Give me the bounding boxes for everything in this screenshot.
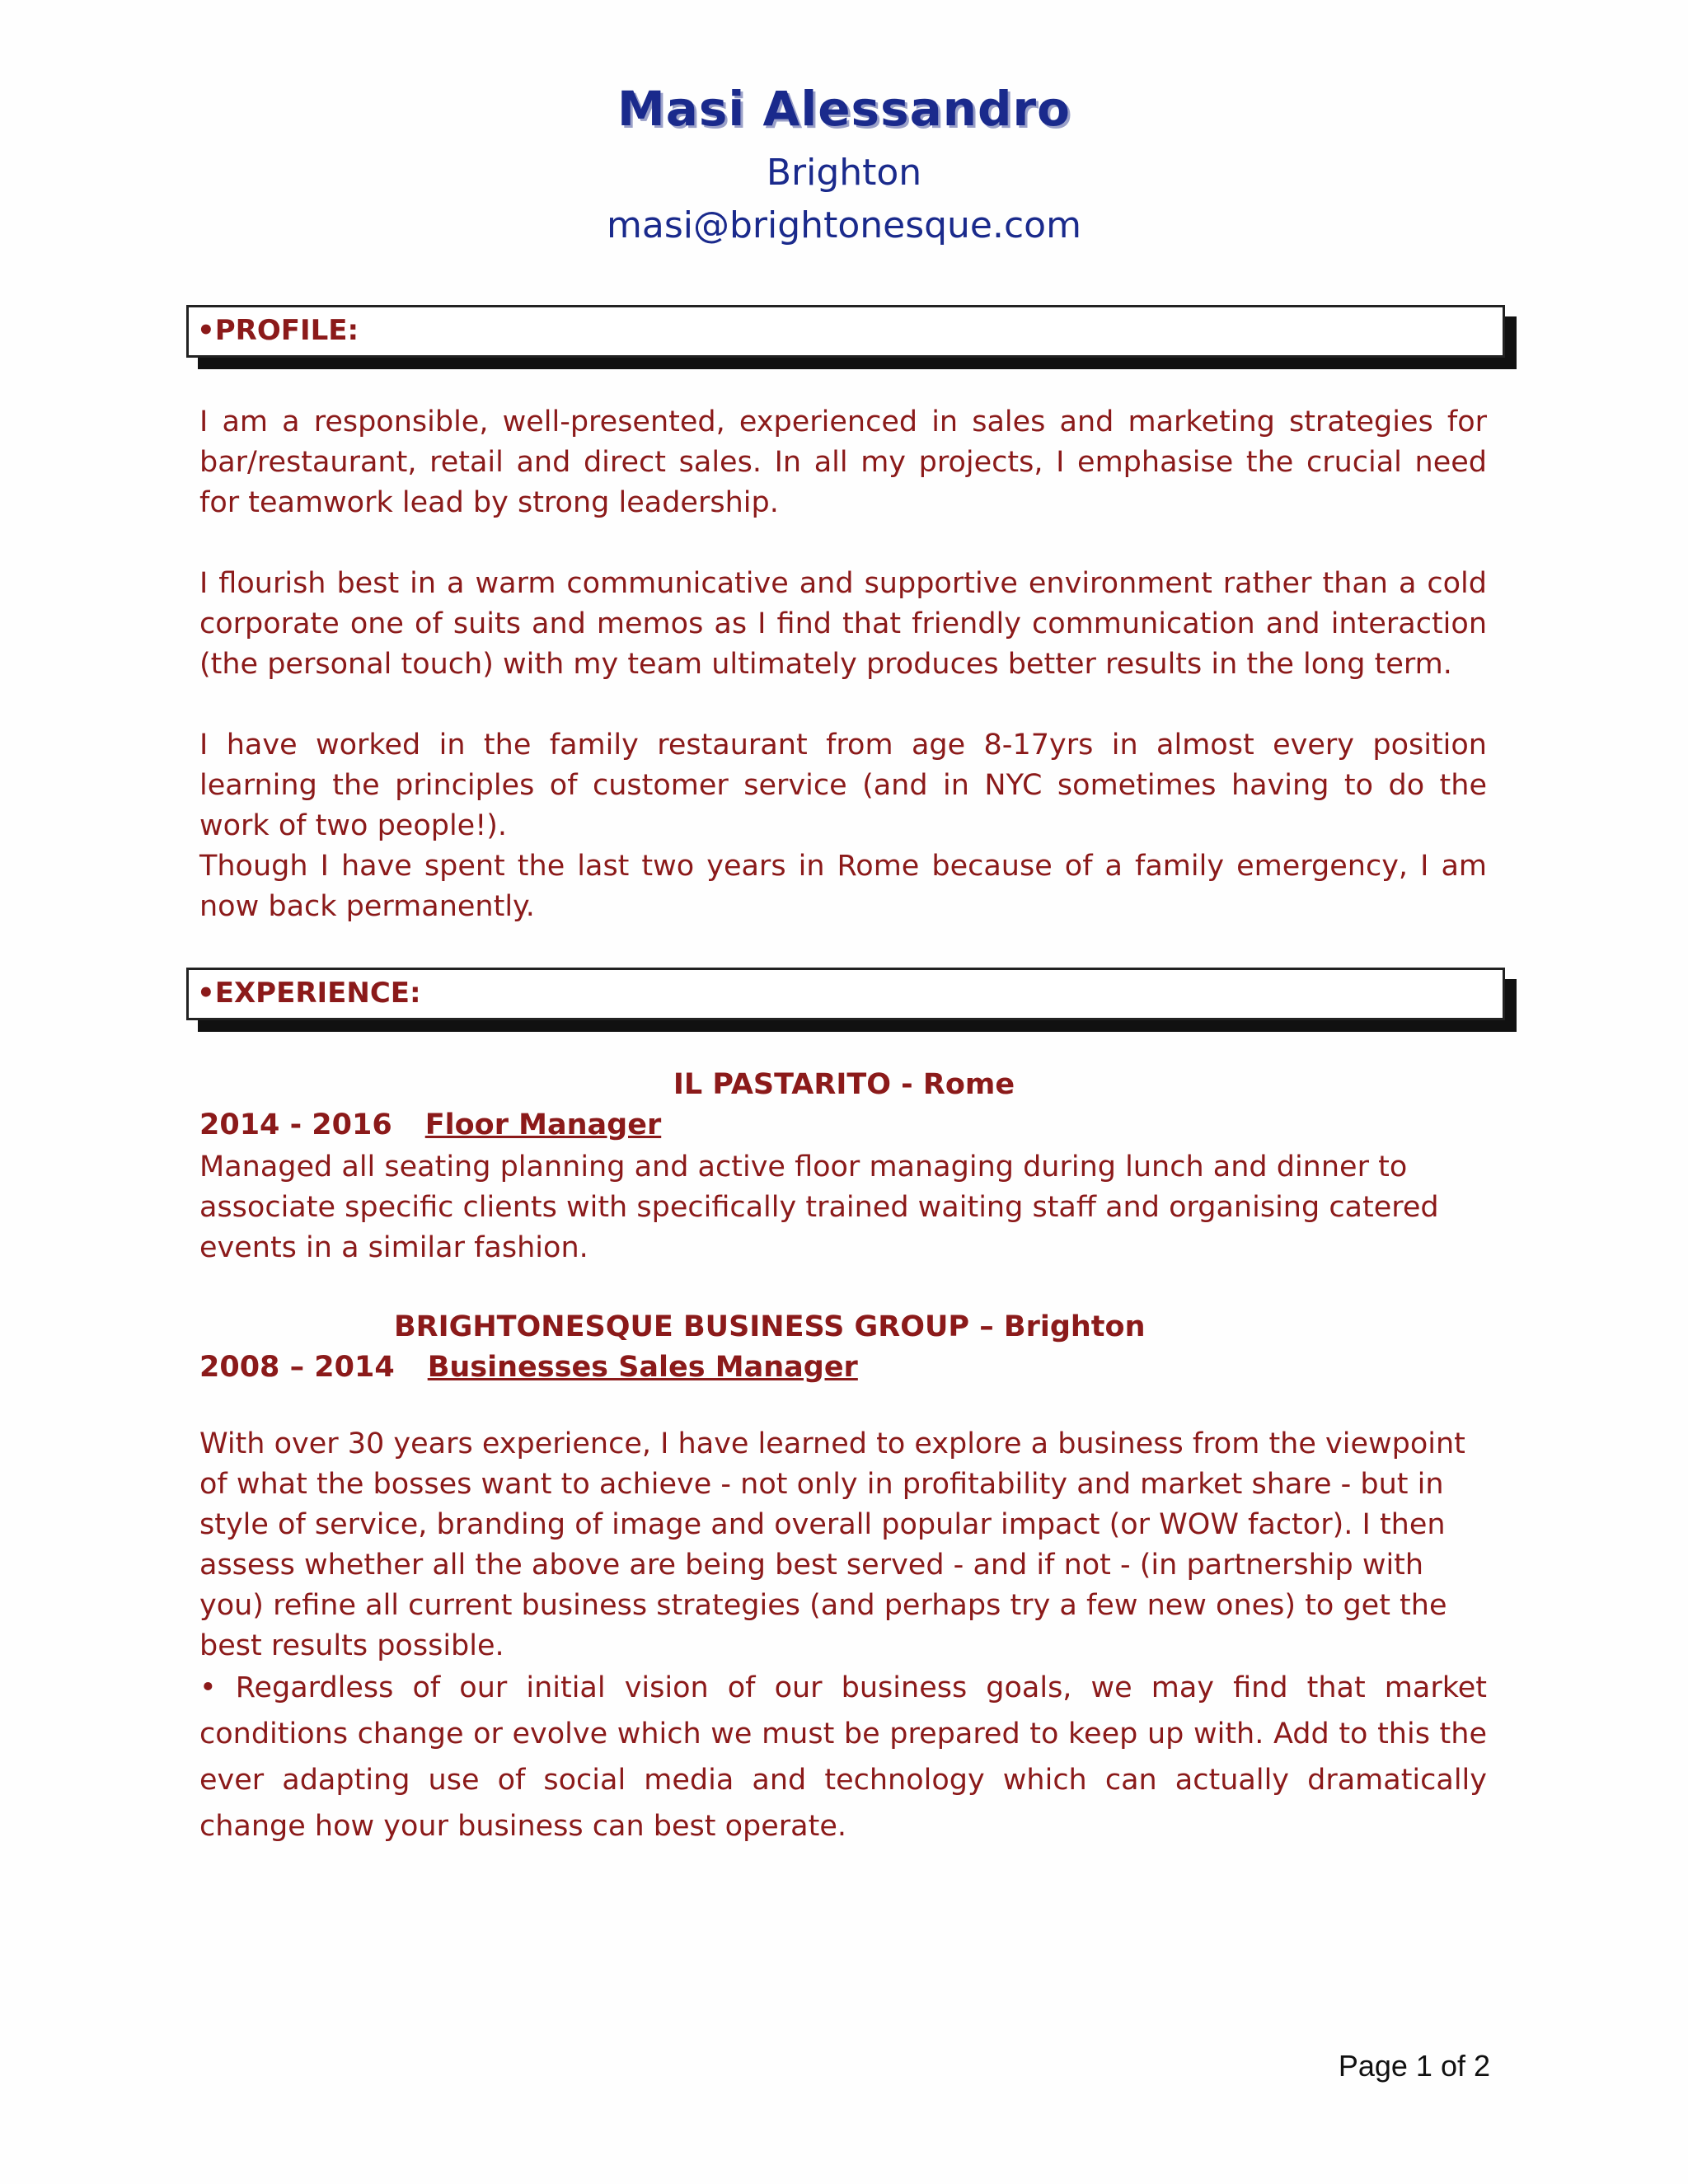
- job1-row: [199, 1108, 661, 1141]
- job1-title: Floor Manager: [424, 1108, 662, 1141]
- page-number: Page 1 of 2: [1338, 2049, 1490, 2083]
- job1-description: Managed all seating planning and active floor managing during lunch and dinner to associate specific clients with specifically trained waiting staff and organising catered events in a similar fashion.: [199, 1151, 1439, 1264]
- job2-company: BRIGHTONESQUE BUSINESS GROUP – Brighton: [394, 1310, 1146, 1343]
- job2-title: Businesses Sales Manager: [427, 1351, 858, 1384]
- profile-paragraph-2: I flourish best in a warm communicative and supportive environment rather than a cold corporate one of suits and memos as I find that friendly communication and interaction (the personal touch) with my team ultimately produces better results in the long term.: [199, 567, 1487, 681]
- job2-bullet-point: • Regardless of our initial vision of our business goals, we may find that market conditions change or evolve which we must be prepared to keep up with. Add to this the ever adapting use of social media and technology which can actually dramatically change how your business can best operate.: [199, 1671, 1487, 1843]
- job2-description: With over 30 years experience, I have learned to explore a business from the viewpoint of what the bosses want to achieve - not only in profitability and market share - but in style of service, branding of image and overall popular impact (or WOW factor). I then assess whether all the above are being best served - and if not - (in partnership with you) refine all current business strategies (and perhaps try a few new ones) to get the best results possible.: [199, 1427, 1465, 1662]
- job2-row: [199, 1351, 858, 1384]
- candidate-email: masi@brightonesque.com: [607, 204, 1081, 246]
- profile-section-header: [186, 305, 1505, 358]
- profile-paragraph-1: I am a responsible, well-presented, experienced in sales and marketing strategies for bar/restaurant, retail and direct sales. In all my projects, I emphasise the crucial need for teamwork lead by strong leadership.: [199, 405, 1487, 519]
- job2-years: 2008 – 2014: [199, 1351, 395, 1384]
- profile-paragraph-3: I have worked in the family restaurant from age 8-17yrs in almost every position learning the principles of customer service (and in NYC sometimes having to do the work of two people!).: [199, 729, 1487, 842]
- candidate-city: Brighton: [766, 152, 922, 194]
- experience-section-label: •EXPERIENCE:: [197, 977, 421, 1010]
- job1-company: IL PASTARITO - Rome: [673, 1068, 1015, 1101]
- job1-years: 2014 - 2016: [199, 1108, 392, 1141]
- profile-paragraph-4: Though I have spent the last two years in Rome because of a family emergency, I am now back permanently.: [199, 850, 1487, 923]
- candidate-name: Masi Alessandro: [617, 81, 1071, 137]
- profile-section-label: •PROFILE:: [197, 314, 359, 347]
- experience-section-header: [186, 968, 1505, 1020]
